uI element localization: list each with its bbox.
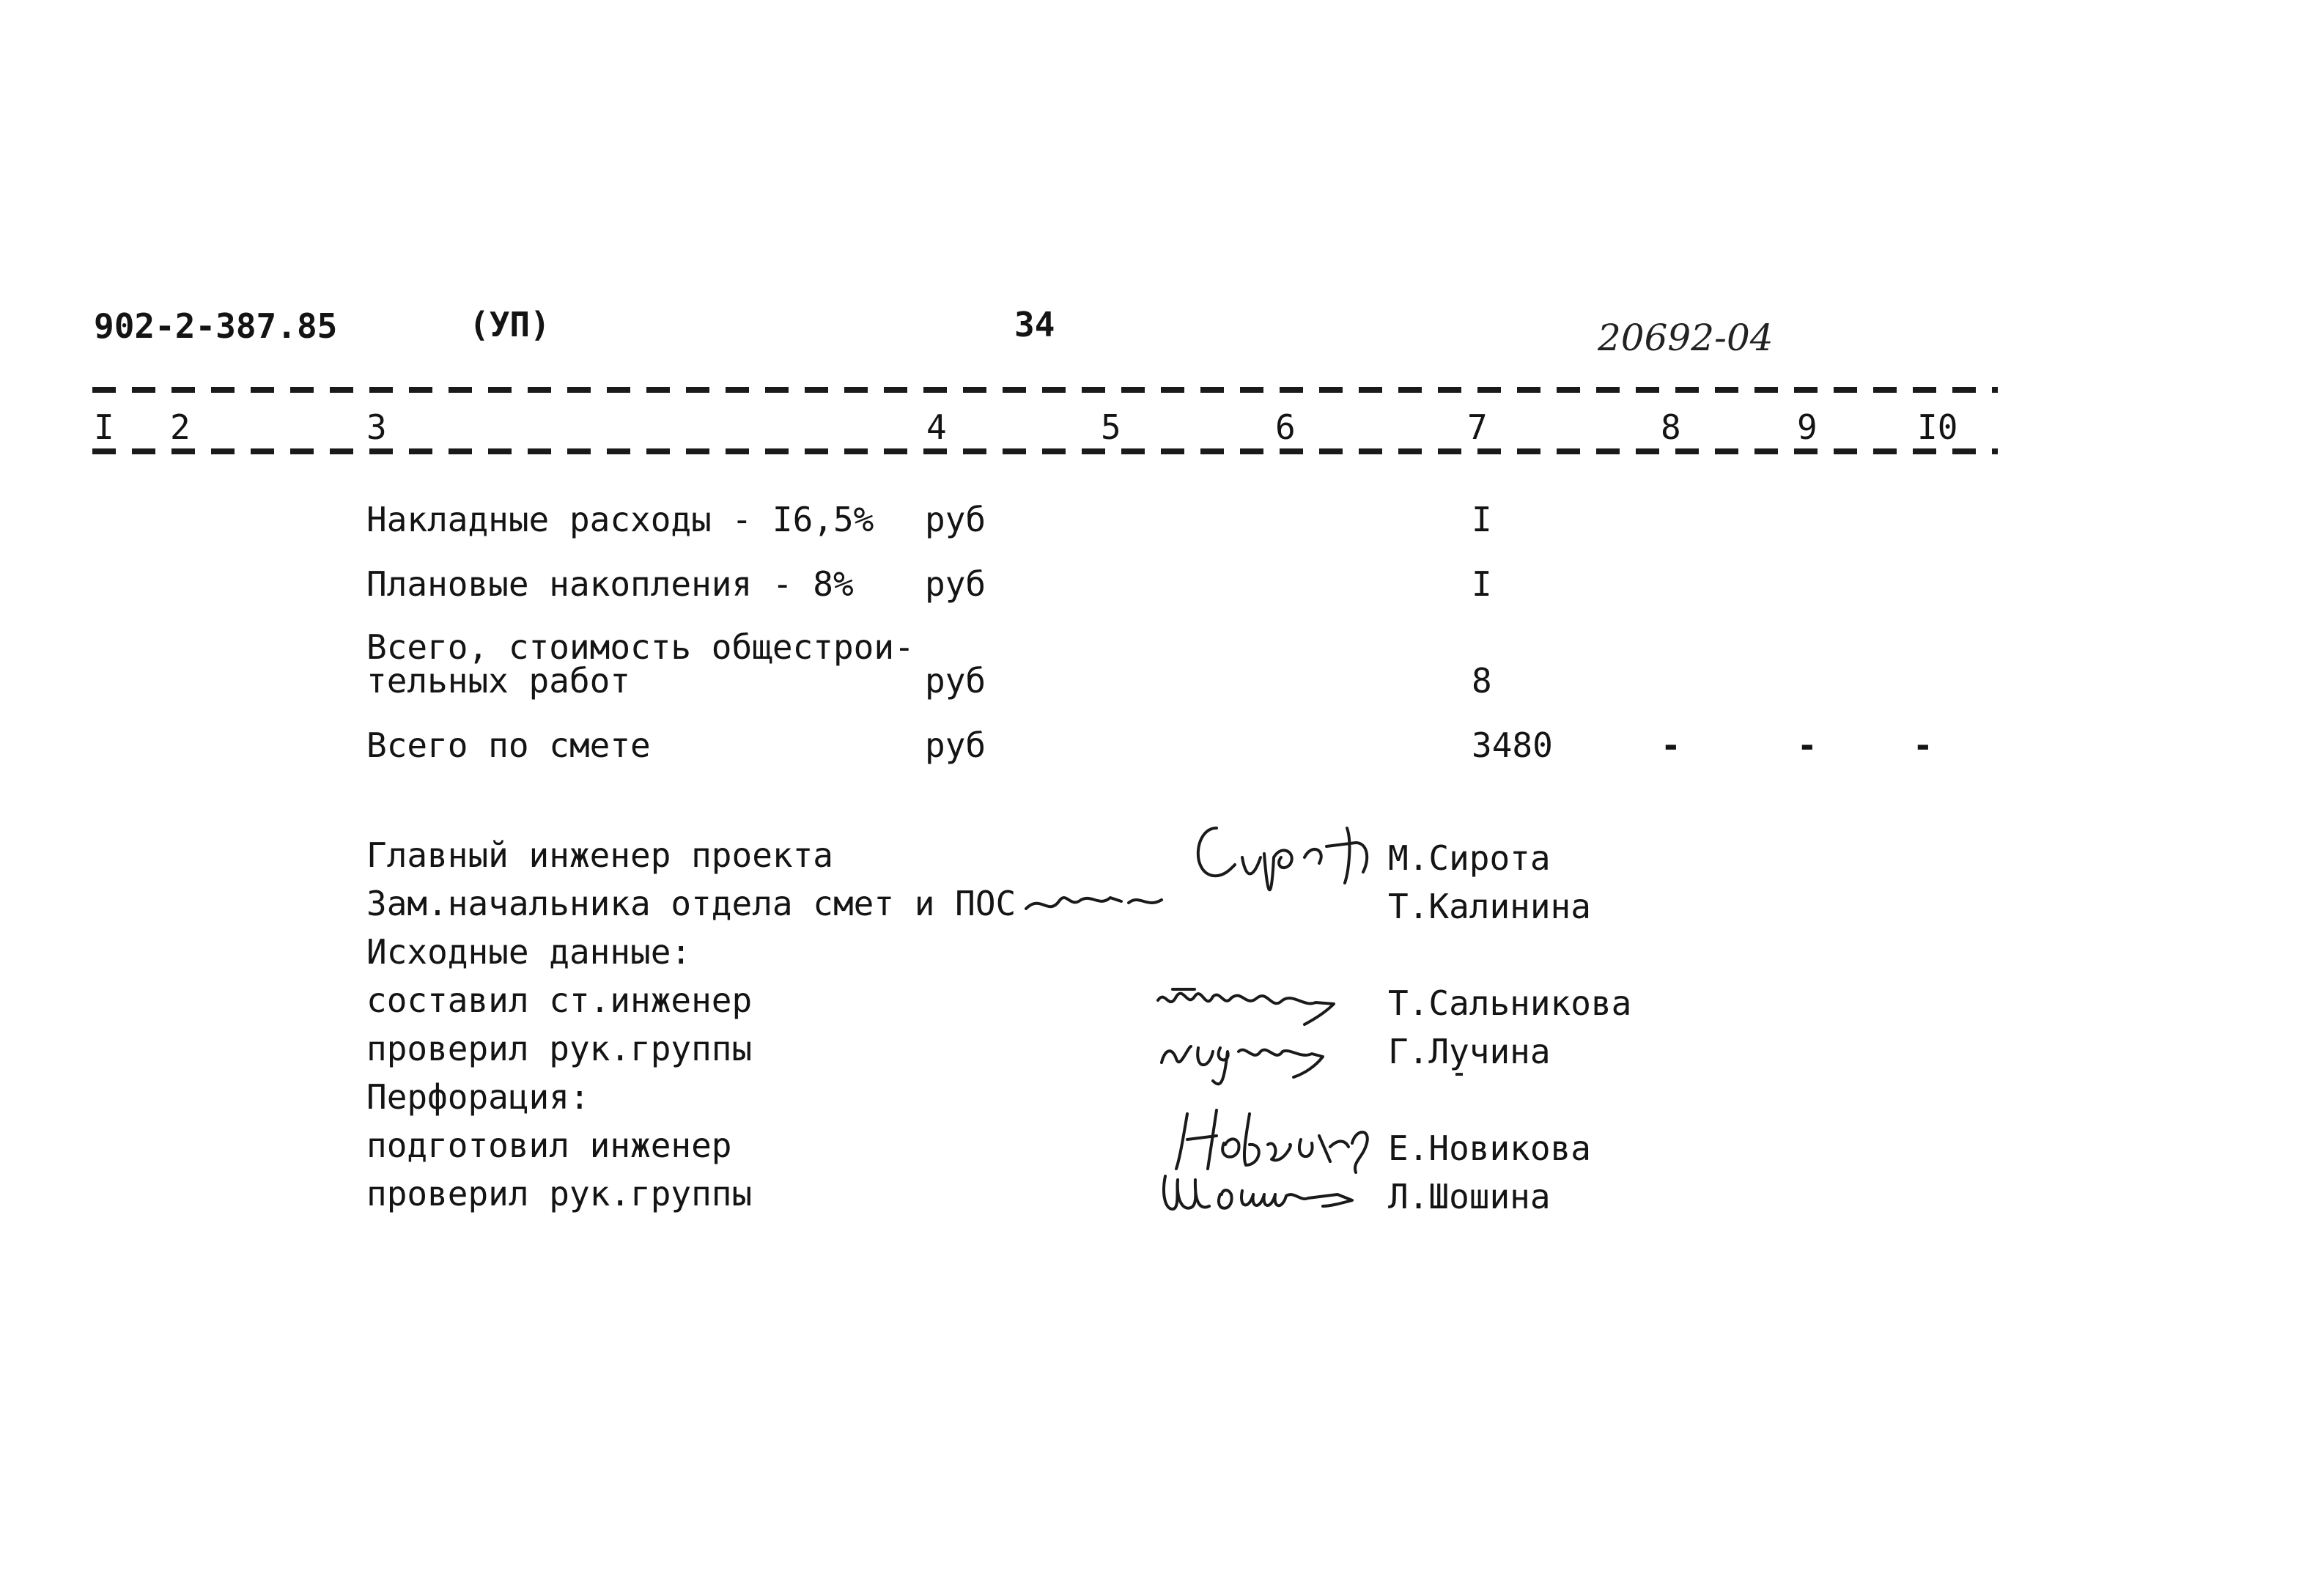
- name-salnikova: Т.Сальникова: [1388, 983, 1632, 1023]
- role-prepared-engineer: подготовил инженер: [366, 1126, 732, 1165]
- table-bottom-rule: [92, 448, 1998, 454]
- row-overhead-col7: I: [1472, 500, 1492, 539]
- row-construction-total-label-line2: тельных работ: [366, 661, 631, 701]
- column-header-1: I: [94, 407, 114, 447]
- row-planned-savings-col7: I: [1472, 564, 1492, 604]
- name-luchina: Г.Лучина: [1388, 1032, 1551, 1071]
- name-sirota: М.Сирота: [1388, 838, 1551, 878]
- role-compiled-senior-engineer: составил ст.инженер: [366, 980, 753, 1020]
- row-construction-total-label-line1: Всего, стоимость общестрои-: [366, 627, 915, 667]
- section-source-data: Исходные данные:: [366, 932, 692, 972]
- role-deputy-head-estimates: Зам.начальника отдела смет и ПОС: [366, 884, 1016, 923]
- row-estimate-total-label: Всего по смете: [366, 725, 651, 765]
- column-header-4: 4: [926, 407, 947, 447]
- column-header-2: 2: [170, 407, 191, 447]
- document-section: (УП): [469, 305, 550, 344]
- signature-sirota: [1180, 813, 1385, 909]
- name-kalinina: Т.Калинина: [1388, 887, 1591, 926]
- name-shoshina: Л.Шошина: [1388, 1177, 1551, 1216]
- role-checked-group-head-2: проверил рук.группы: [366, 1174, 753, 1213]
- row-construction-total-unit: руб: [925, 661, 986, 701]
- column-header-8: 8: [1661, 407, 1681, 447]
- row-planned-savings-unit: руб: [925, 564, 986, 604]
- row-estimate-total-unit: руб: [925, 725, 986, 765]
- table-top-rule: [92, 387, 1998, 393]
- row-construction-total-col7: 8: [1472, 661, 1492, 701]
- row-planned-savings-label: Плановые накопления - 8%: [366, 564, 854, 604]
- column-header-9: 9: [1797, 407, 1818, 447]
- column-header-7: 7: [1467, 407, 1488, 447]
- page-number: 34: [1014, 305, 1055, 344]
- archive-number: 20692-04: [1598, 317, 1774, 359]
- stray-mark: [1455, 1073, 1463, 1076]
- column-header-6: 6: [1275, 407, 1296, 447]
- document-code: 902-2-387.85: [94, 306, 338, 346]
- role-checked-group-head-1: проверил рук.группы: [366, 1029, 753, 1068]
- section-perforation: Перфорация:: [366, 1077, 590, 1117]
- row-overhead-unit: руб: [925, 500, 986, 539]
- signature-kalinina: [1019, 865, 1187, 931]
- role-chief-engineer: Главный инженер проекта: [366, 835, 833, 875]
- column-header-5: 5: [1101, 407, 1121, 447]
- name-novikova: Е.Новикова: [1388, 1128, 1591, 1168]
- column-header-3: 3: [366, 407, 387, 447]
- row-estimate-total-col8: -: [1661, 725, 1681, 765]
- row-estimate-total-col9: -: [1797, 725, 1818, 765]
- column-header-10: I0: [1917, 407, 1958, 447]
- signature-luchina: [1151, 1019, 1334, 1092]
- row-estimate-total-col10: -: [1913, 725, 1933, 765]
- row-overhead-label: Накладные расходы - I6,5%: [366, 500, 874, 539]
- row-estimate-total-col7: 3480: [1472, 725, 1553, 765]
- signature-shoshina: [1154, 1158, 1381, 1224]
